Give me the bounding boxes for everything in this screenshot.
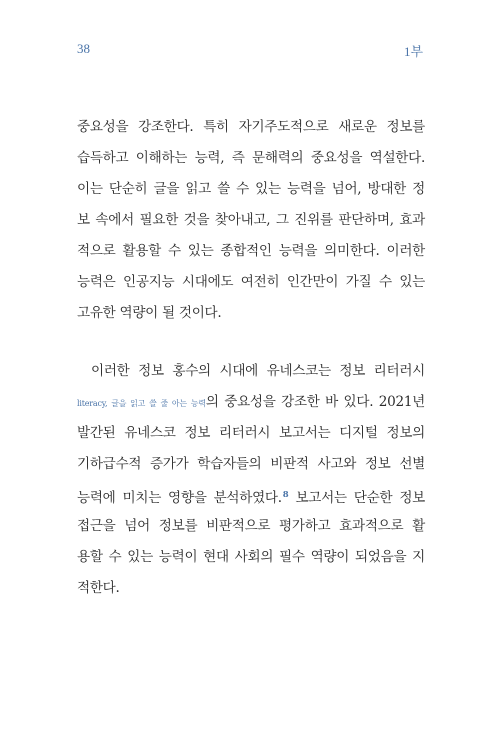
text-line: 고유한 역량이 될 것이다. [77, 305, 222, 321]
text-line: 습득하고 이해하는 능력, 즉 문해력의 중요성을 역설한다. [77, 150, 425, 166]
text-fragment: 능력에 미치는 영향을 분석하였다. [77, 490, 282, 506]
text-line: 보 속에서 필요한 것을 찾아내고, 그 진위를 판단하며, 효과 [77, 212, 425, 228]
paragraph-1 [77, 112, 425, 329]
paragraph-2 [77, 356, 425, 604]
text-line: 능력은 인공지능 시대에도 여전히 인간만이 가질 수 있는 [77, 274, 425, 290]
text-line: 접근을 넘어 정보를 비판적으로 평가하고 효과적으로 활 [77, 518, 425, 534]
text-line-with-gloss [77, 387, 425, 418]
page-number: 38 [77, 41, 90, 56]
text-line: 이는 단순히 글을 읽고 쓸 수 있는 능력을 넘어, 방대한 정 [77, 181, 425, 197]
text-line: 기하급수적 증가가 학습자들의 비판적 사고와 정보 선별 [77, 456, 425, 472]
literacy-gloss: literacy, 글을 읽고 쓸 줄 아는 능력 [77, 399, 206, 408]
text-fragment: 의 중요성을 강조한 바 있다. 2021년 [205, 394, 426, 410]
paragraph-gap [77, 329, 425, 356]
footnote-reference[interactable]: 8 [282, 490, 289, 500]
text-line: 용할 수 있는 능력이 현대 사회의 필수 역량이 되었음을 지 [77, 549, 425, 565]
text-fragment: 보고서는 단순한 정보 [288, 490, 425, 506]
text-line-with-footnote [77, 480, 425, 511]
text-line: 중요성을 강조한다. 특히 자기주도적으로 새로운 정보를 [77, 119, 425, 135]
text-line: 적한다. [77, 580, 120, 596]
text-line: 발간된 유네스코 정보 리터러시 보고서는 디지털 정보의 [77, 425, 425, 441]
body-text [77, 112, 425, 604]
section-label: 1부 [403, 44, 423, 59]
text-line: 적으로 활용할 수 있는 종합적인 능력을 의미한다. 이러한 [77, 243, 425, 259]
text-line: 이러한 정보 홍수의 시대에 유네스코는 정보 리터러시 [91, 363, 425, 379]
